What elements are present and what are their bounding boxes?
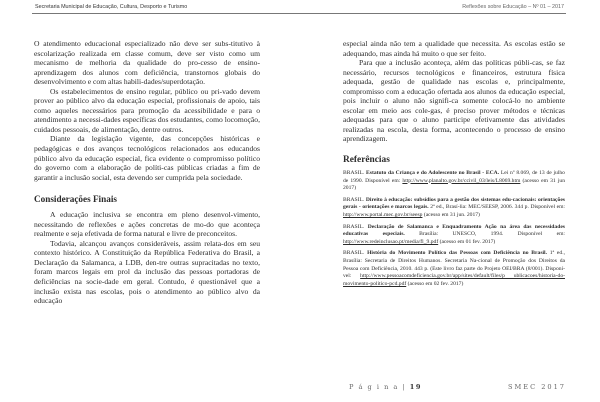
running-header [32, 3, 566, 14]
paragraph: A educação inclusiva se encontra em pleno desenvol-vimento, necessitando de reflexões e ações concretas de mo-do que aconteça realmente e seja efetivada de forma natural e livre de preconceitos. [34, 210, 260, 239]
reference-link[interactable]: http://www.planalto.gov.br/ccivil_03/leis/L8069.htm [402, 177, 521, 184]
page-footer [300, 383, 570, 395]
paragraph: Diante da legislação vigente, das concepções históricas e pedagógicas e dos avanços tecnológicos relacionados aos educandos público alvo da educação especial, fica evidente o compromisso político do governo com a elaboração de políti-cas públicas criadas a fim de garantir a inclusão social, esta devendo ser cumprida pela sociedade. [34, 134, 260, 182]
section-heading: Considerações Finais [34, 194, 117, 205]
left-column [34, 39, 260, 306]
reference-entry: BRASIL. História do Movimento Político das Pessoas com Deficiência no Brasil. 1ª ed., Brasília: Secretaria de Direitos Humanos. Secretaria Na-cional de Promoção dos Direitos da Pessoa com Deficiência, 2010. 443 p. (Este livro faz parte do Projeto OEI/BRA (8/001). Disponí-vel: http://www.pessoacomdeficiencia.gov.br/app/sites/default/files/p ublicacoes/historia-do-movimento-politico-pcd.pdf (acesso em 02 fev. 2017) [343, 250, 565, 287]
right-column [343, 39, 565, 292]
page-number: 19 [409, 383, 422, 391]
paragraph: Todavia, alcançou avanços consideráveis, assim relata-dos em seu contexto histórico. A Constituição da República Federativa do Brasil, a Declaração da Salamanca, a LDB, den-tre outras supracitadas no texto, foram marcos legais em prol da inclusão das pessoas portadoras de deficiências na socie-dade em geral. Contudo, é questionável que a inclusão exista nas escolas, pois o atendimento ao público alvo da educação [34, 238, 260, 306]
reference-entry: BRASIL. Direito à educação: subsídios para a gestão dos sistemas edu-cacionais: orientações gerais - orientações e marcos legais. 2ª ed., Brasí-lia: MEC/SEESP, 2006. 344 p. Disponível em: http://www.portal.mec.gov.br/seesp (acesso em 31 jun. 2017) [343, 196, 565, 218]
reference-link[interactable]: http://www.redeinclusao.pt/media/fl_9.pdf [343, 238, 439, 245]
reference-link[interactable]: http://www.portal.mec.gov.br/seesp [343, 211, 423, 218]
reference-entry: BRASIL. Estatuto da Criança e do Adolescente no Brasil - ECA. Lei nº 8.069, de 13 de julho de 1990. Disponível em: http://www.planalto.gov.br/ccivil_03/leis/L8069.htm (acesso em 31 jun 2017) [343, 170, 565, 192]
paragraph: especial ainda não tem a qualidade que necessita. As escolas estão se adequando, mas ainda há muito o que ser feito. [343, 39, 565, 58]
reference-link[interactable]: http://www.pessoacomdeficiencia.gov.br/app/sites/default/files/p ublicacoes/historia-do-movimento-politico-pcd.pdf [343, 273, 565, 287]
header-publisher: Secretaria Municipal de Educação, Cultura, Desporto e Turismo [35, 4, 188, 10]
reference-entry: BRASIL. Declaração de Salamanca e Enquadramento Ação na área das necessidades educativas especiais. Brasília: UNESCO, 1994. Disponível em: http://www.redeinclusao.pt/media/fl_9.pdf (acesso em 01 fev. 2017) [343, 223, 565, 245]
page-indicator: P á g i n a | 19 [349, 383, 422, 391]
paragraph: Para que a inclusão aconteça, além das políticas públi-cas, se faz necessário, recursos tecnológicos e financeiros, estrutura física adequada, gestão de qualidade nas escolas e, principalmente, compromisso com a educação ofertada aos alunos da educação especial, pois incluir o aluno não signifi-ca somente colocá-lo no ambiente escolar em meio aos cole-gas, é preciso prover métodos e técnicas adequadas para que o aluno participe efetivamente das atividades realizadas na escola, desta forma, acontecendo o processo de ensino aprendizagem. [343, 58, 565, 144]
references-heading: Referências [343, 155, 390, 166]
header-journal-title: Reflexões sobre Educação – Nº 01 – 2017 [462, 4, 564, 10]
paragraph: O atendimento educacional especializado não deve ser subs-titutivo à escolarização realizada em classe comum, deve ser visto como um mecanismo de melhoria da qualidade do pro-cesso de ensino-aprendizagem dos alunos com deficiência, transtornos globais do desenvolvimento e com altas habili-dades/superdotação. [34, 39, 260, 87]
paragraph: Os estabelecimentos de ensino regular, público ou pri-vado devem prover ao público alvo da educação especial, profissionais de apoio, tais como aqueles necessários para promoção da acessibilidade e para o atendimento a necessi-dades específicas dos estudantes, como locomoção, cuidados pessoais, de alimentação, dentre outros. [34, 86, 260, 134]
footer-org: SMEC 2017 [507, 383, 566, 391]
